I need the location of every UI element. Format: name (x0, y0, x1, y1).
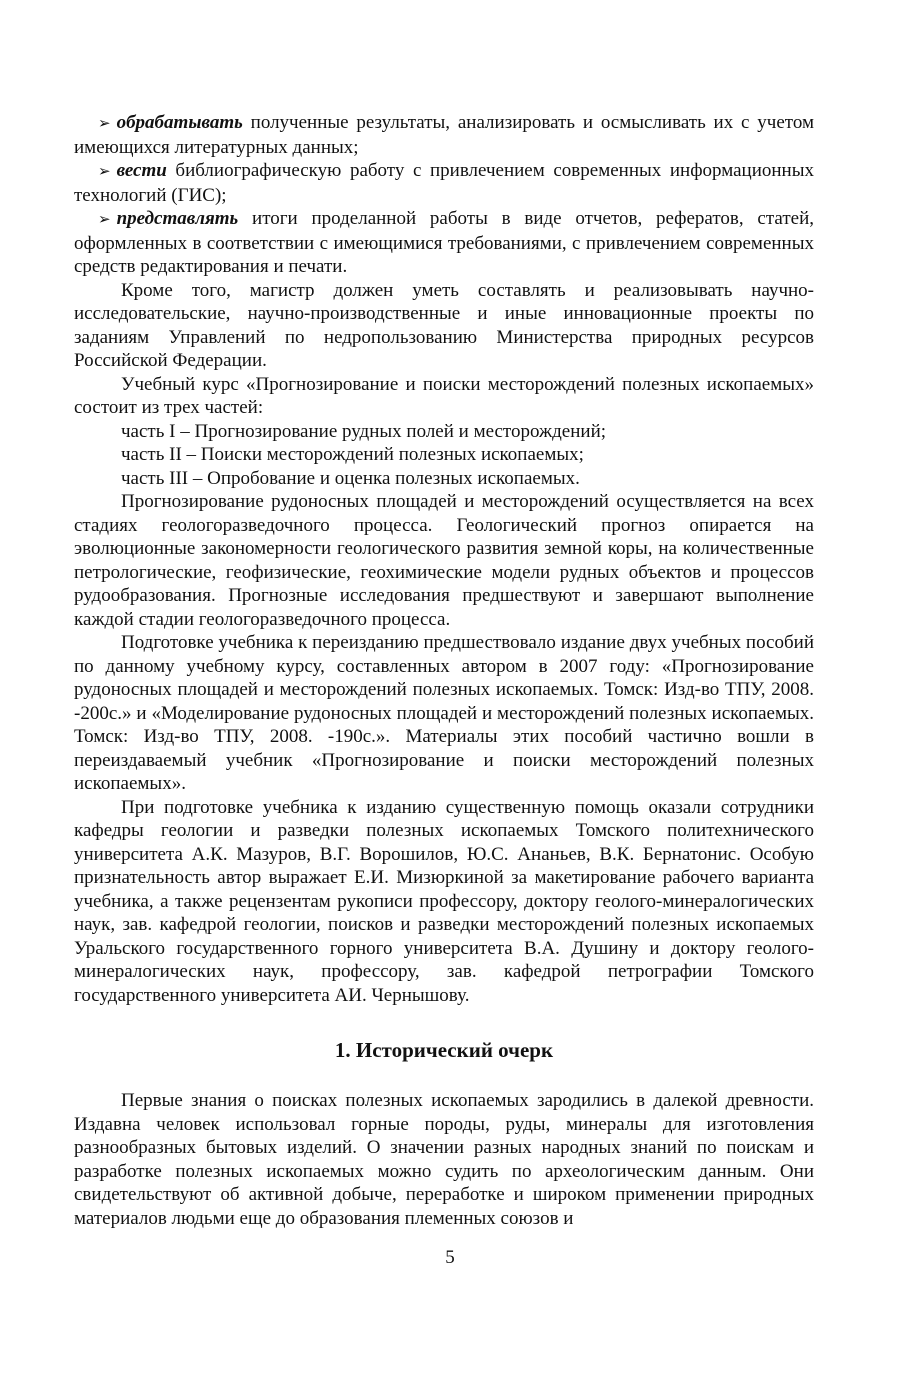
paragraph-history: Первые знания о поисках полезных ископаемых зародились в далекой древности. Издавна человек использовал горные породы, руды, минералы для изготовления разнообразных бытовых изделий. О значении разных народных знаний по поискам и разработке полезных ископаемых можно судить по археологическим данным. Они свидетельствуют об активной добыче, переработке и широком применении природных материалов людьми еще до образования племенных союзов и (74, 1090, 814, 1229)
bullet-item (74, 159, 814, 207)
bullet-term: обрабатывать (116, 112, 243, 133)
bullet-text: итоги проделанной работы в виде отчетов, рефератов, статей, оформленных в соответствии с имеющимися требованиями, с привлечением современных средств редактирования и печати. (74, 208, 814, 277)
paragraph-prior-publications: Подготовке учебника к переизданию предшествовало издание двух учебных пособий по данному учебному курсу, составленных автором в 2007 году: «Прогнозирование рудоносных площадей и месторождений полезных ископаемых. Томск: Изд-во ТПУ, 2008. -200с.» и «Моделирование рудоносных площадей и месторождений полезных ископаемых. Томск: Изд-во ТПУ, 2008. -190с.». Материалы этих пособий частично вошли в переиздаваемый учебник «Прогнозирование и поиски месторождений полезных ископаемых». (74, 632, 814, 794)
page-body (74, 111, 814, 1230)
course-part-2: часть II – Поиски месторождений полезных ископаемых; (121, 444, 584, 465)
bullet-item (74, 207, 814, 279)
arrow-bullet-icon: ➢ (98, 114, 111, 132)
course-part-3: часть III – Опробование и оценка полезных ископаемых. (121, 467, 580, 489)
arrow-bullet-icon: ➢ (98, 210, 111, 228)
paragraph-course-parts: Учебный курс «Прогнозирование и поиски месторождений полезных ископаемых» состоит из трех частей: (74, 373, 814, 418)
bullet-text: библиографическую работу с привлечением современных информационных технологий (ГИС); (74, 160, 814, 206)
section-heading: 1. Исторический очерк (334, 1038, 554, 1062)
arrow-bullet-icon: ➢ (98, 162, 111, 180)
course-part-1: часть I – Прогнозирование рудных полей и месторождений; (121, 420, 607, 442)
bullet-text: полученные результаты, анализировать и осмысливать их с учетом имеющихся литературных данных; (74, 112, 814, 158)
bullet-item (74, 111, 814, 159)
bullet-term: вести (116, 160, 167, 181)
paragraph-master-skills: Кроме того, магистр должен уметь составлять и реализовывать научно-исследовательские, научно-производственные и иные инновационные проекты по заданиям Управлений по недропользованию Министерства природных ресурсов Российской Федерации. (74, 279, 814, 371)
page-number: 5 (445, 1247, 455, 1268)
paragraph-forecasting: Прогнозирование рудоносных площадей и месторождений осуществляется на всех стадиях геологоразведочного процесса. Геологический прогноз опирается на эволюционные закономерности геологического развития земной коры, на количественные петрологические, геофизические, геохимические модели рудных объектов и процессов рудообразования. Прогнозные исследования предшествуют и завершают выполнение каждой стадии геологоразведочного процесса. (74, 491, 814, 630)
paragraph-acknowledgements: При подготовке учебника к изданию существенную помощь оказали сотрудники кафедры геологии и разведки полезных ископаемых Томского политехнического университета А.К. Мазуров, В.Г. Ворошилов, Ю.С. Ананьев, В.К. Бернатонис. Особую признательность автор выражает Е.И. Мизюркиной за макетирование рабочего варианта учебника, а также рецензентам рукописи профессору, доктору геолого-минералогических наук, зав. кафедрой геологии, поисков и разведки месторождений полезных ископаемых Уральского государственного горного университета В.А. Душину и доктору геолого-минералогических наук, профессору, зав. кафедрой петрографии Томского государственного университета АИ. Чернышову. (74, 796, 814, 1006)
bullet-term: представлять (116, 208, 239, 229)
